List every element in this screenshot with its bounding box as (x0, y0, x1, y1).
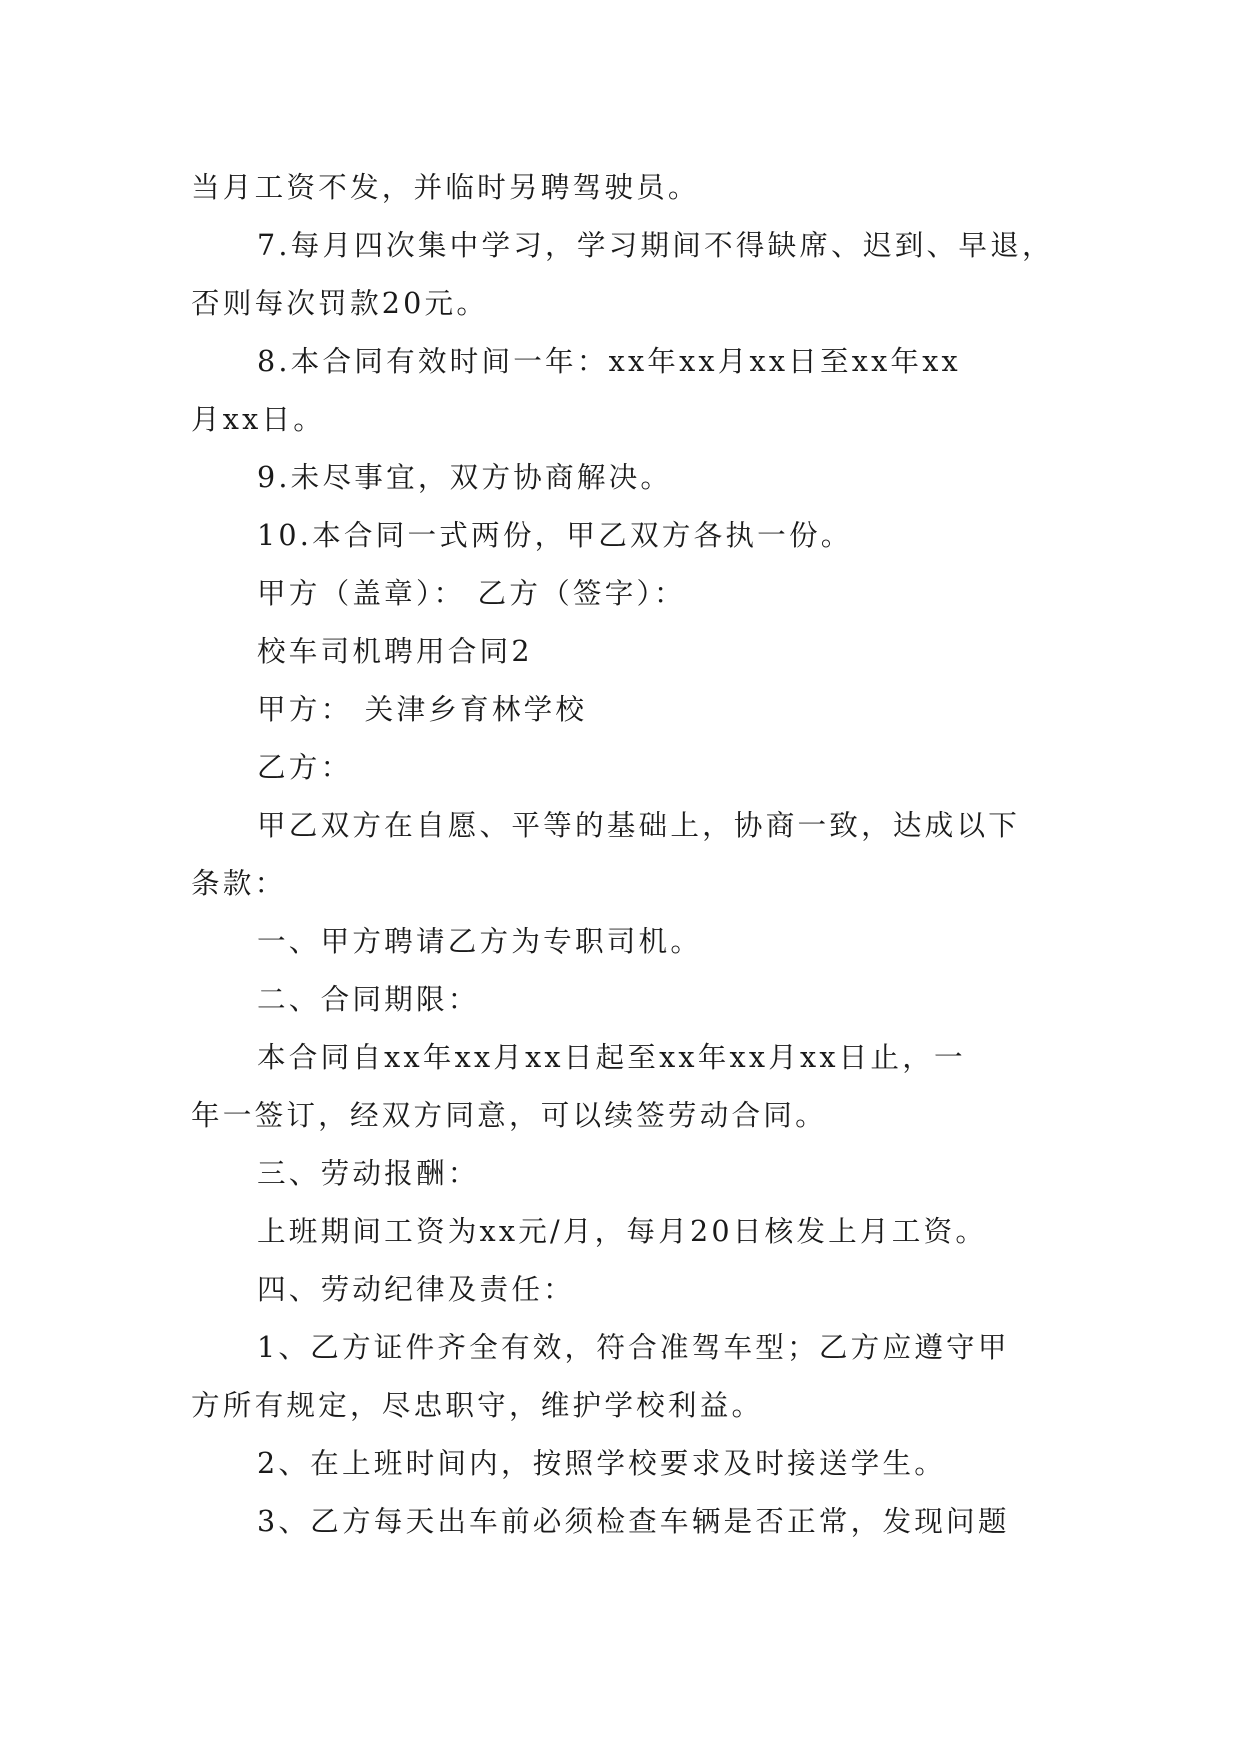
signature-line: 甲方（盖章）： 乙方（签字）： (257, 576, 686, 610)
text-line: 方所有规定，尽忠职守，维护学校利益。 (191, 1388, 764, 1422)
text-line: 上班期间工资为xx元/月，每月20日核发上月工资。 (257, 1214, 988, 1248)
text-line: 否则每次罚款20元。 (191, 286, 489, 320)
text-line: 7.每月四次集中学习，学习期间不得缺席、迟到、早退， (257, 228, 1054, 262)
text-line: 月xx日。 (191, 402, 326, 436)
clause-heading: 三、劳动报酬： (257, 1156, 480, 1190)
text-line: 3、乙方每天出车前必须检查车辆是否正常，发现问题 (257, 1504, 1010, 1538)
text-line: 年一签订，经双方同意，可以续签劳动合同。 (191, 1098, 827, 1132)
text-line: 甲乙双方在自愿、平等的基础上，协商一致，达成以下 (257, 808, 1021, 842)
text-line: 当月工资不发，并临时另聘驾驶员。 (191, 170, 700, 204)
party-a-line: 甲方： 关津乡育林学校 (257, 692, 588, 726)
text-line: 10.本合同一式两份，甲乙双方各执一份。 (257, 518, 853, 552)
text-line: 2、在上班时间内，按照学校要求及时接送学生。 (257, 1446, 947, 1480)
section-title: 校车司机聘用合同2 (257, 634, 533, 668)
clause-heading: 二、合同期限： (257, 982, 480, 1016)
clause-heading: 一、甲方聘请乙方为专职司机。 (257, 924, 703, 958)
text-line: 条款： (191, 866, 287, 900)
text-line: 9.未尽事宜，双方协商解决。 (257, 460, 673, 494)
document-body (191, 158, 1054, 1550)
clause-heading: 四、劳动纪律及责任： (257, 1272, 575, 1306)
text-line: 1、乙方证件齐全有效，符合准驾车型；乙方应遵守甲 (257, 1330, 1010, 1364)
text-line: 8.本合同有效时间一年：xx年xx月xx日至xx年xx (257, 344, 961, 378)
party-b-line: 乙方： (257, 750, 353, 784)
text-line: 本合同自xx年xx月xx日起至xx年xx月xx日止，一 (257, 1040, 966, 1074)
